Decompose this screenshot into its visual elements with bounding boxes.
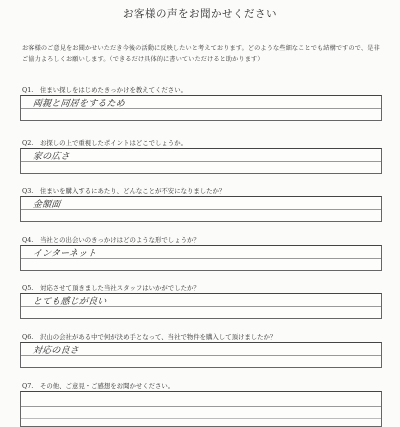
question-6	[22, 333, 384, 368]
question-label	[22, 382, 384, 391]
answer-box[interactable]	[20, 196, 382, 222]
question-text: 住まいを購入するにあたり、どんなことが不安になりましたか？	[40, 187, 226, 195]
handwritten-answer: 両親と同居をするため	[32, 99, 126, 109]
answer-box[interactable]	[20, 245, 382, 271]
question-text: お探しの上で重視したポイントはどこでしょうか。	[40, 139, 187, 147]
answer-box[interactable]	[20, 293, 382, 319]
answer-box[interactable]	[20, 148, 382, 174]
handwritten-answer: インターネット	[32, 249, 97, 259]
question-label	[22, 187, 384, 196]
question-label	[22, 236, 384, 245]
intro-text: お客様のご意見をお聞かせいただき今後の活動に反映したいと考えております。どのような些細なことでも結構ですので、是非ご協力よろしくお願いします。（できるだけ具体的に書いていただけると助かります）	[22, 45, 380, 63]
question-text: 沢山の会社がある中で何が決め手となって、当社で物件を購入して頂けましたか？	[40, 333, 277, 341]
question-label	[22, 333, 384, 342]
question-label	[22, 284, 384, 293]
handwritten-answer: 金額面	[32, 200, 61, 210]
question-text: 当社との出会いのきっかけはどのような形でしょうか？	[40, 236, 200, 244]
question-number: Q1.	[22, 86, 34, 94]
question-number: Q2.	[22, 139, 34, 147]
page-title: お客様の声をお聞かせください	[123, 8, 277, 20]
handwritten-answer: 家の広さ	[32, 152, 71, 162]
question-3	[22, 187, 384, 222]
question-2	[22, 139, 384, 174]
answer-box[interactable]	[20, 391, 382, 427]
handwritten-answer: 対応の良さ	[32, 346, 80, 356]
question-number: Q3.	[22, 187, 34, 195]
question-text: 住まい探しをはじめたきっかけを教えてください。	[40, 86, 187, 94]
question-number: Q6.	[22, 333, 34, 341]
question-text: 対応させて頂きました当社スタッフはいかがでしたか？	[40, 284, 200, 292]
question-text: その他、ご意見・ご感想をお聞かせください。	[40, 382, 175, 390]
question-7	[22, 382, 384, 427]
question-5	[22, 284, 384, 319]
answer-rule	[21, 418, 381, 419]
handwritten-answer: とても感じが良い	[32, 297, 107, 307]
answer-box[interactable]	[20, 95, 382, 121]
question-number: Q4.	[22, 236, 34, 244]
question-4	[22, 236, 384, 271]
question-1	[22, 86, 384, 121]
question-number: Q7.	[22, 382, 34, 390]
question-label	[22, 139, 384, 148]
question-label	[22, 86, 384, 95]
answer-box[interactable]	[20, 342, 382, 368]
question-number: Q5.	[22, 284, 34, 292]
